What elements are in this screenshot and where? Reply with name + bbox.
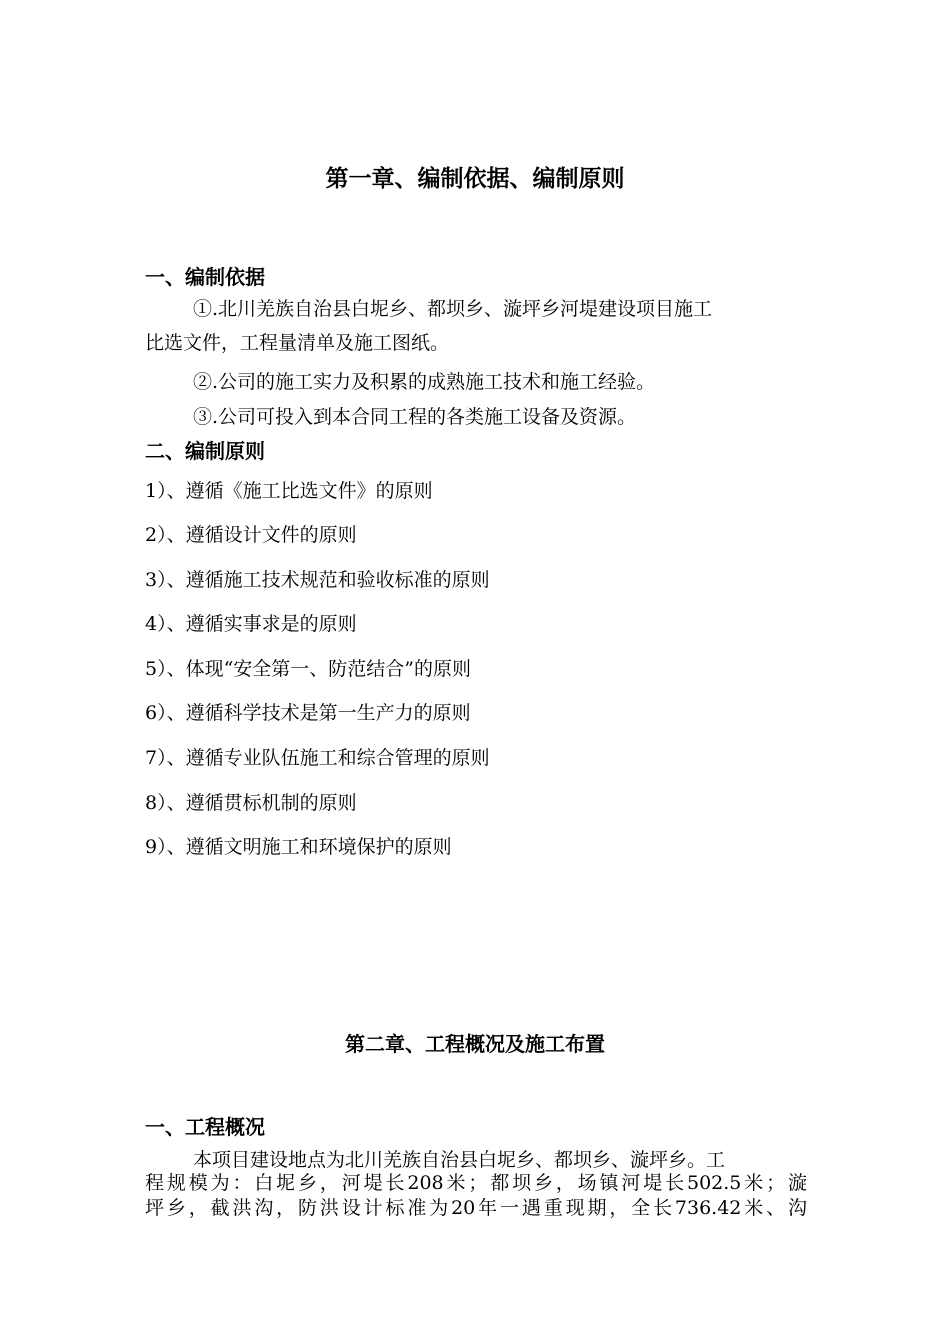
principle-item: 3）、遵循施工技术规范和验收标准的原则: [145, 569, 490, 591]
principle-item: 7）、遵循专业队伍施工和综合管理的原则: [145, 747, 490, 769]
basis-item-2: ②.公司的施工实力及积累的成熟施工技术和施工经验。: [193, 371, 656, 393]
basis-item-1-continued: 比选文件，工程量清单及施工图纸。: [145, 332, 450, 354]
overview-line-2: 程规模为：白坭乡，河堤长208米；都坝乡，场镇河堤长502.5米；漩: [145, 1172, 807, 1194]
chapter-1-title: 第一章、编制依据、编制原则: [325, 166, 625, 192]
basis-item-3: ③.公司可投入到本合同工程的各类施工设备及资源。: [193, 406, 637, 428]
section-heading-principles: 二、编制原则: [145, 439, 265, 463]
section-heading-basis: 一、编制依据: [145, 265, 265, 289]
overview-line-1: 本项目建设地点为北川羌族自治县白坭乡、都坝乡、漩坪乡。工: [193, 1149, 726, 1171]
principle-item: 4）、遵循实事求是的原则: [145, 613, 357, 635]
principle-item: 6）、遵循科学技术是第一生产力的原则: [145, 702, 471, 724]
principle-item: 2）、遵循设计文件的原则: [145, 524, 357, 546]
overview-line-3: 坪乡，截洪沟，防洪设计标准为20年一遇重现期，全长736.42米、沟: [145, 1197, 807, 1219]
chapter-2-title: 第二章、工程概况及施工布置: [345, 1032, 605, 1056]
principle-item: 9）、遵循文明施工和环境保护的原则: [145, 836, 452, 858]
principle-item: 1）、遵循《施工比选文件》的原则: [145, 480, 433, 502]
basis-item-1: ①.北川羌族自治县白坭乡、都坝乡、漩坪乡河堤建设项目施工: [193, 298, 713, 320]
principle-item: 8）、遵循贯标机制的原则: [145, 792, 357, 814]
principle-item: 5）、体现“安全第一、防范结合”的原则: [145, 658, 472, 680]
section-heading-overview: 一、工程概况: [145, 1115, 265, 1139]
